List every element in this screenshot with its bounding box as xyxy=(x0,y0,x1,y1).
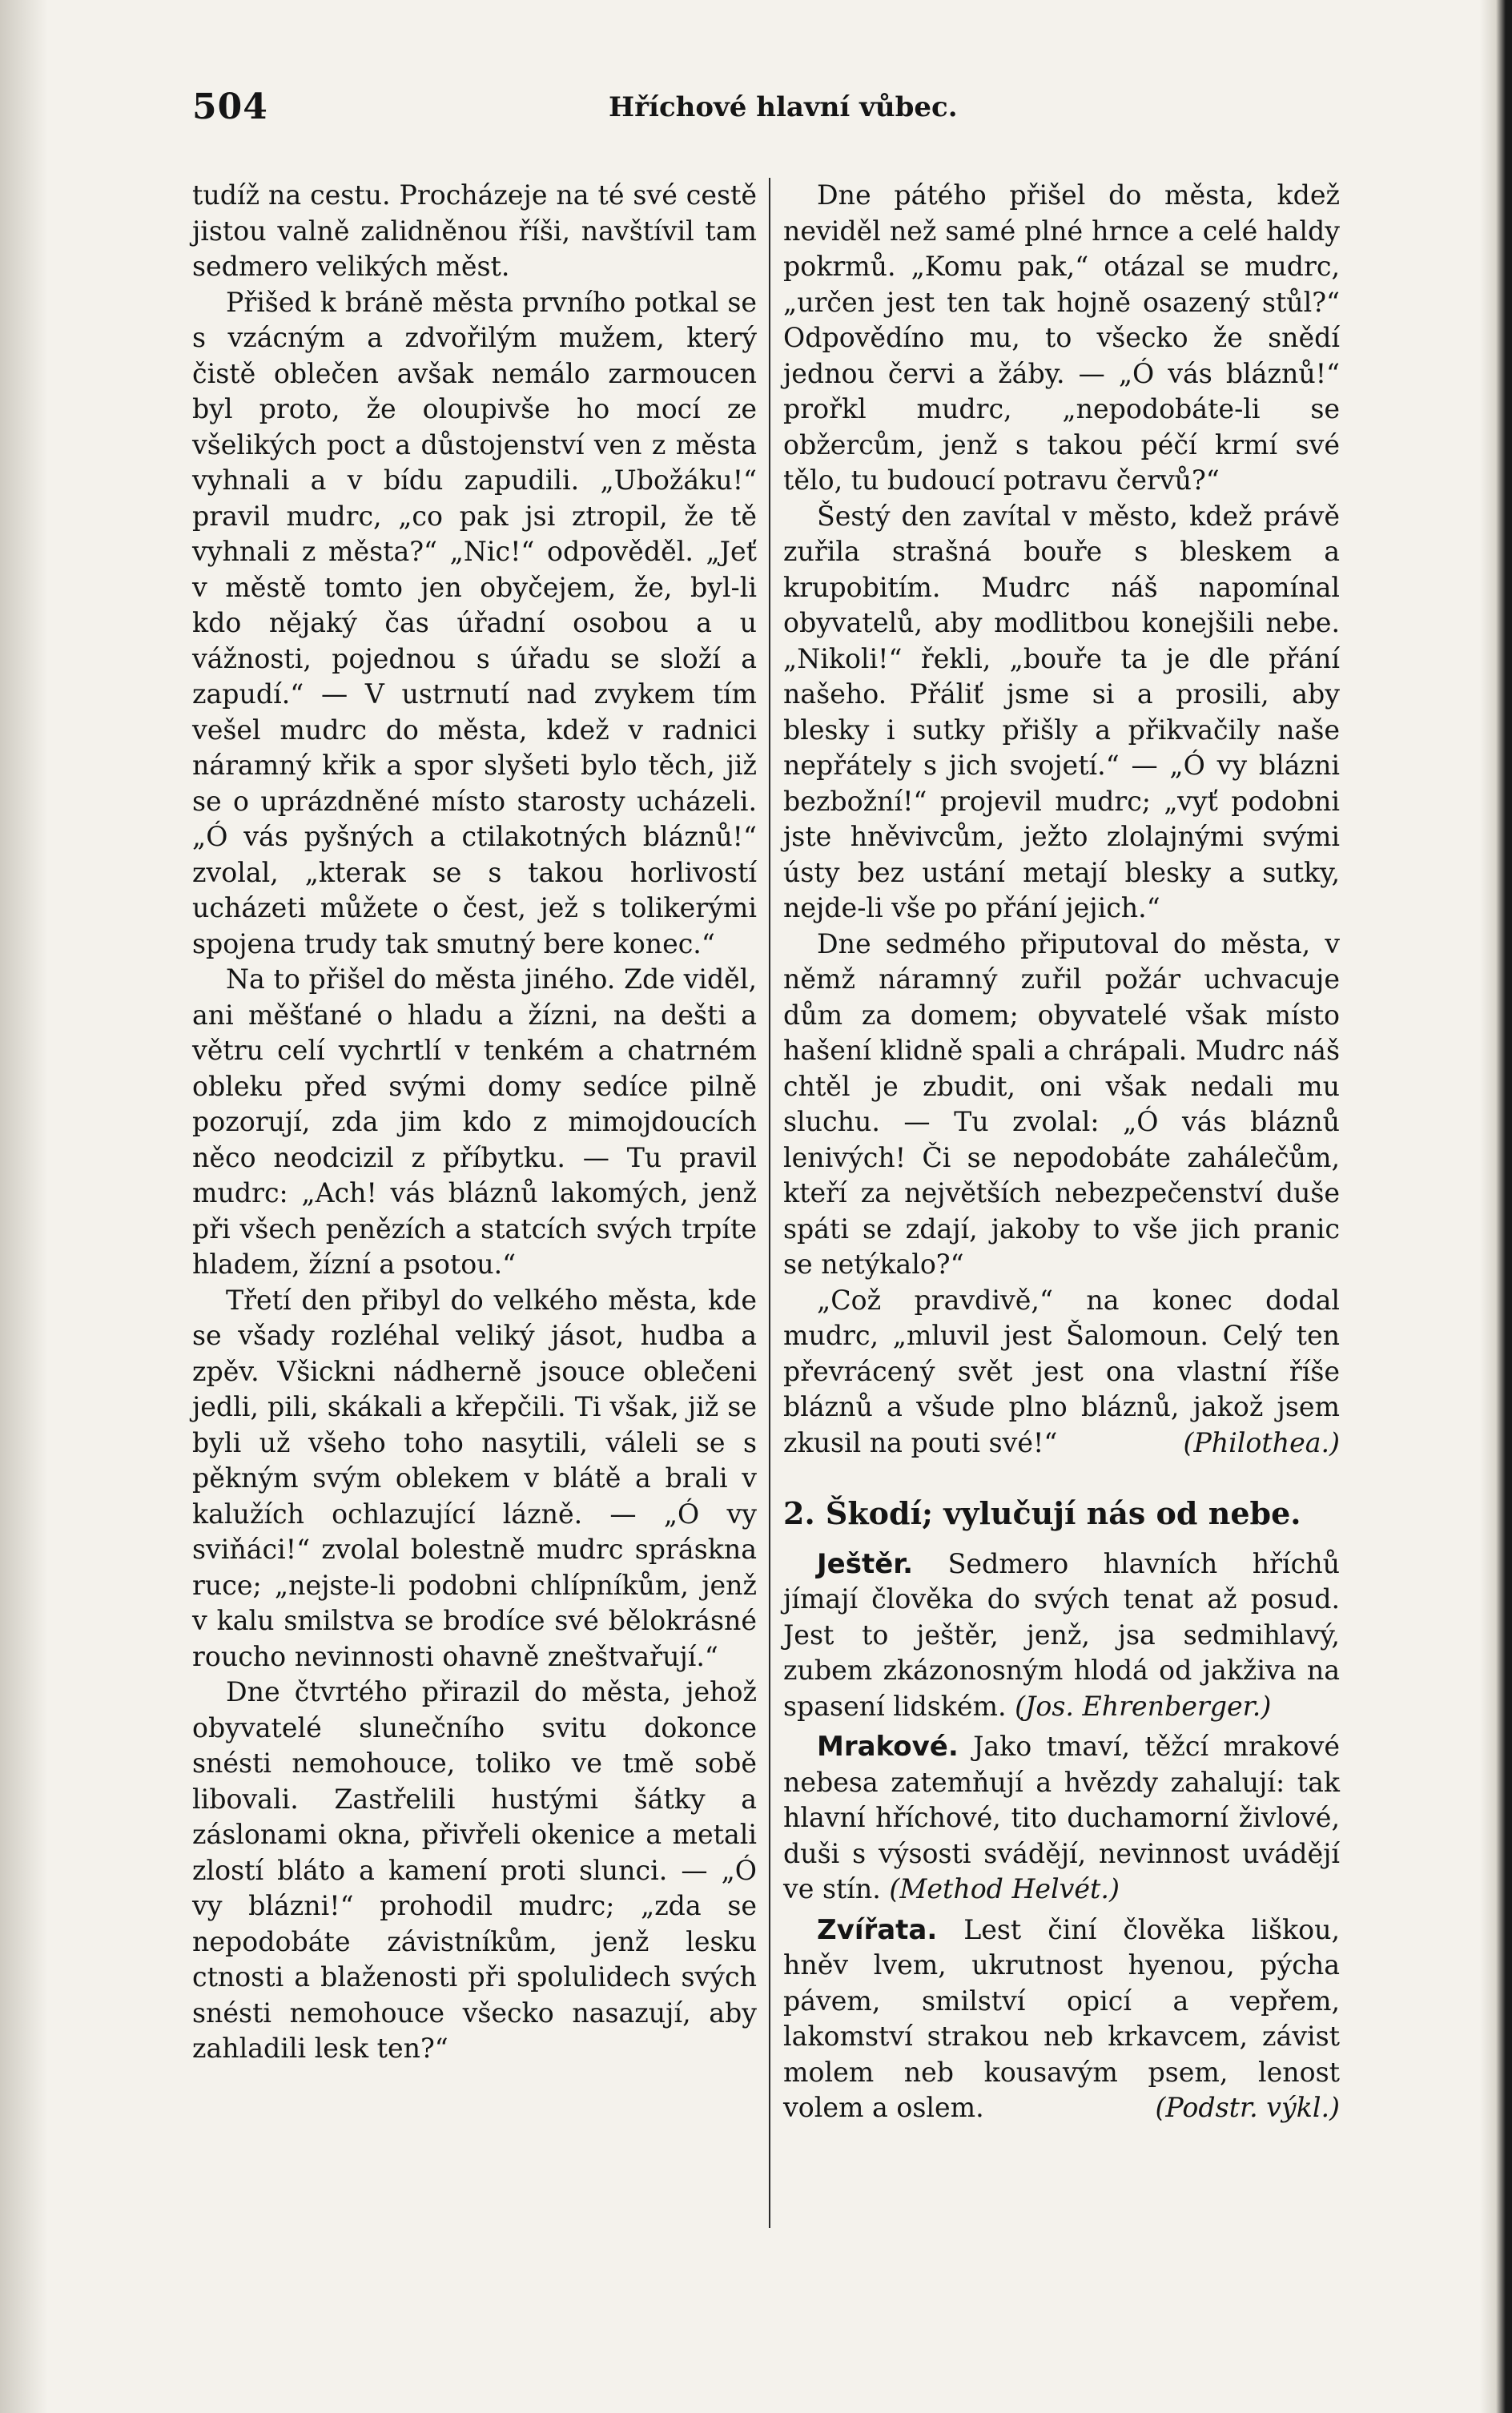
entry-text: Lest činí člověka liškou, hněv lvem, ukrutnost hyenou, pýcha pávem, smilství opicí a vepřem, lakomství strakou neb krkavcem, závist molem neb kousavým psem, lenost volem a oslem. xyxy=(783,1913,1340,2123)
paragraph: Přišed k bráně města prvního potkal se s vzácným a zdvořilým mužem, který čistě oblečen avšak nemálo zarmoucen byl proto, že oloupivše ho mocí ze všelikých poct a důstojenství ven z města vyhnali a v bídu zapudili. „Ubožáku!“ pravil mudrc, „co pak jsi ztropil, že tě vyhnali z města?“ „Nic!“ odpověděl. „Jeť v městě tomto jen obyčejem, že, byl-li kdo nějaký čas úřadní osobou a u vážnosti, pojednou s úřadu se složí a zapudí.“ — V ustrnutí nad zvykem tím vešel mudrc do města, kdež v radnici náramný křik a spor slyšeti bylo těch, již se o uprázdněné místo starosty ucházeli. „Ó vás pyšných a ctilakotných bláznů!“ zvolal, „kterak se s takou horlivostí ucházeti můžete o čest, jež s tolikerými spojena trudy tak smutný bere konec.“ xyxy=(192,286,757,959)
paragraph: Dne sedmého připutoval do města, v němž náramný zuřil požár uchvacuje dům za domem; obyvatelé však místo hašení klidně spali a chrápali. Mudrc náš chtěl je zbudit, oni však nedali mu sluchu. — Tu zvolal: „Ó vás bláznů lenivých! Či se nepodobáte zahálečům, kteří za největších nebezpečenství duše spáti se zdají, jakoby to vše jich pranic se netýkalo?“ xyxy=(783,927,1340,1280)
paragraph: Dne čtvrtého přirazil do města, jehož obyvatelé slunečního svitu dokonce snésti nemohouce, toliko ve tmě sobě libovali. Zastřelili hustými šátky a záslonami okna, přivřeli okenice a metali zlostí bláto a kamení proti slunci. — „Ó vy blázni!“ prohodil mudrc; „zda se nepodobáte závistníkům, jenž lesku ctnosti a blaženosti při spolulidech svých snésti nemohouce všecko nasazují, aby zahladili lesk ten?“ xyxy=(192,1676,757,2064)
source-citation: (Podstr. výkl.) xyxy=(1155,2092,1340,2123)
entry-term: Mrakové. xyxy=(817,1731,959,1763)
source-citation: (Philothea.) xyxy=(1183,1426,1340,1458)
entry-jester xyxy=(783,1546,1340,1725)
paragraph: tudíž na cestu. Procházeje na té své cestě jistou valně zalidněnou říši, navštívil tam sedmero velikých měst. xyxy=(192,179,757,282)
source-citation: (Jos. Ehrenberger.) xyxy=(1015,1690,1272,1722)
source-citation: (Method Helvét.) xyxy=(889,1873,1120,1904)
entry-term: Ještěr. xyxy=(817,1547,914,1580)
page-edge-shadow xyxy=(0,0,48,2413)
page-binding-edge xyxy=(1480,0,1512,2413)
entry-term: Zvířata. xyxy=(817,1913,938,1946)
entry-text: Jako tmaví, těžcí mrakové nebesa zatemňují a hvězdy zahalují: tak hlavní hříchové, tito duchamorní živlové, duši s výsosti svádějí, nevinnost uvádějí ve stín. xyxy=(783,1731,1340,1904)
entry-zvirata xyxy=(783,1912,1340,2126)
column-divider xyxy=(769,178,770,2228)
entry-mrakove xyxy=(783,1729,1340,1908)
page-number: 504 xyxy=(192,86,268,127)
paragraph-with-source xyxy=(783,1283,1340,1462)
paragraph: Dne pátého přišel do města, kdež neviděl než samé plné hrnce a celé haldy pokrmů. „Komu pak,“ otázal se mudrc, „určen jest ten tak hojně osazený stůl?“ Odpovědíno mu, to všecko že snědí jednou červi a žáby. — „Ó vás bláznů!“ prořkl mudrc, „nepodobáte-li se obžercům, jenž s takou péčí krmí své tělo, tu budoucí potravu červů?“ xyxy=(783,179,1340,496)
paragraph: Třetí den přibyl do velkého města, kde se všady rozléhal veliký jásot, hudba a zpěv. Všickni nádherně jsouce oblečeni jedli, pili, skákali a křepčili. Ti však, již se byli už všeho toho nasytili, váleli se s pěkným svým oblekem v blátě a brali v kalužích ochlazující lázně. — „Ó vy sviňáci!“ zvolal bolestně mudrc spráskna ruce; „nejste-li podobni chlípníkům, jenž v kalu smilstva se brodíce své bělokrásné roucho nevinnosti ohavně zneštvařují.“ xyxy=(192,1284,757,1672)
page-header xyxy=(192,86,1361,135)
running-head: Hříchové hlavní vůbec. xyxy=(609,91,958,123)
section-heading: 2. Škodí; vylučují nás od nebe. xyxy=(783,1495,1301,1531)
right-column xyxy=(783,178,1340,2126)
paragraph: Na to přišel do města jiného. Zde viděl, ani měšťané o hladu a žízni, na dešti a větru celí vychrtlí v tenkém a chatrném obleku před svými domy sedíce pilně pozorují, zda jim kdo z mimojdoucích něco neodcizil z příbytku. — Tu pravil mudrc: „Ach! vás bláznů lakomých, jenž při všech penězích a statcích svých trpíte hladem, žízní a psotou.“ xyxy=(192,963,757,1280)
entry-text: Sedmero hlavních hříchů jímají člověka do svých tenat až posud. Jest to ještěr, jenž, jsa sedmihlavý, zubem zkázonosným hlodá od jakživa na spasení lidském. xyxy=(783,1547,1340,1722)
paragraph: Šestý den zavítal v město, kdež právě zuřila strašná bouře s bleskem a krupobitím. Mudrc náš napomínal obyvatelů, aby modlitbou konejšili nebe. „Nikoli!“ řekli, „bouře ta je dle přání našeho. Přáliť jsme si a prosili, aby blesky i sutky přišly a přikvačily naše nepřátely s jich svojetí.“ — „Ó vy blázni bezbožní!“ projevil mudrc; „vyť podobni jste hněvivcům, ježto zlolajnými svými ústy bez ustání metají blesky a sutky, nejde-li vše po přání jejich.“ xyxy=(783,500,1340,923)
paragraph-text: „Což pravdivě,“ na konec dodal mudrc, „mluvil jest Šalomoun. Celý ten převrácený svět jest ona vlastní říše bláznů a všude plno bláznů, jakož jsem zkusil na pouti své!“ xyxy=(783,1284,1340,1458)
left-column xyxy=(192,178,757,2067)
